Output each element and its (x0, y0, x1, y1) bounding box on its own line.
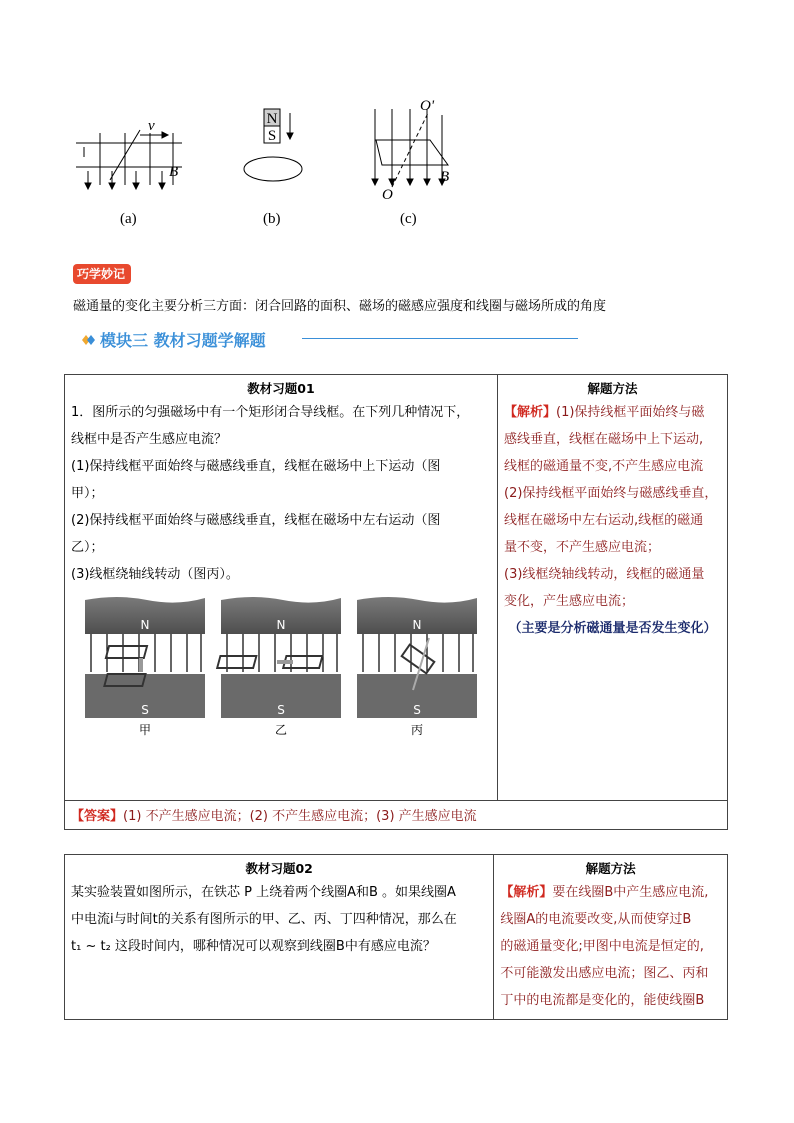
exercise-1-question-cell (65, 375, 498, 801)
photo-north-label: N (140, 618, 150, 632)
exercise-2-method-header: 解题方法 (585, 861, 636, 876)
exercise-2-question-cell (65, 855, 494, 1020)
answer-tag: 【答案】 (71, 809, 124, 824)
analysis-line: 丁中的电流都是变化的，能使线圈B (500, 993, 705, 1008)
analysis-tag: 【解析】 (504, 405, 557, 420)
photo-north-label: N (276, 618, 286, 632)
caption-a: (a) (120, 211, 137, 227)
question-line: 线框中是否产生感应电流？ (71, 432, 228, 447)
tip-badge: 巧学妙记 (73, 264, 131, 284)
question-line: 1．图所示的匀强磁场中有一个矩形闭合导线框。在下列几种情况下， (71, 405, 470, 420)
tip-text: 磁通量的变化主要分析三方面：闭合回路的面积、磁场的磁感应强度和线圈与磁场所成的角度 (73, 299, 607, 314)
exercise-2-table (64, 854, 728, 1020)
velocity-label: v (148, 118, 155, 134)
question-line: t₁ ~ t₂ 这段时间内，哪种情况可以观察到线圈B中有感应电流？ (71, 939, 436, 954)
question-line: (1)保持线框平面始终与磁感线垂直，线框在磁场中上下运动（图 (71, 459, 441, 474)
photo-south-label: S (413, 703, 421, 717)
exercise-1-header: 教材习题01 (247, 381, 315, 396)
exercise-2-method-cell (494, 855, 728, 1020)
analysis-line: 感线垂直，线框在磁场中上下运动, (504, 432, 704, 447)
photo-north-label: N (412, 618, 422, 632)
question-line: 中电流i与时间t的关系有图所示的甲、乙、丙、丁四种情况，那么在 (71, 912, 457, 927)
field-label-c: B (440, 169, 450, 185)
exercise-2-analysis (494, 879, 727, 1014)
exercise-1-table (64, 374, 728, 830)
magnet-photos (77, 594, 497, 744)
caption-b: (b) (263, 211, 281, 227)
exercise-2-header: 教材习题02 (245, 861, 313, 876)
top-figures (70, 95, 470, 235)
exercise-1-answer (65, 801, 727, 828)
analysis-line: 线圈A的电流要改变,从而使穿过B (500, 912, 692, 927)
caption-c: (c) (400, 211, 417, 227)
figure-a (76, 130, 182, 189)
axis-bottom-label: O (382, 187, 393, 203)
field-label-a: B (169, 164, 179, 180)
photo-caption: 乙 (274, 723, 288, 737)
magnet-south: S (267, 128, 277, 144)
exercise-1-method-header: 解题方法 (587, 381, 638, 396)
analysis-line: 要在线圈B中产生感应电流, (552, 885, 709, 900)
exercise-1-analysis (498, 399, 727, 642)
photo-south-label: S (141, 703, 149, 717)
photo-caption: 甲 (138, 723, 152, 737)
magnet-north: N (266, 111, 278, 127)
exercise-1-question (65, 399, 497, 588)
exercise-1-method-cell (498, 375, 728, 801)
photo-bing (357, 597, 477, 718)
axis-top-label: O' (420, 98, 435, 114)
figure-c (362, 109, 448, 187)
module-divider (302, 338, 578, 339)
module-heading (78, 328, 266, 351)
question-line: (2)保持线框平面始终与磁感线垂直，线框在磁场中左右运动（图 (71, 513, 441, 528)
analysis-line: 的磁通量变化;甲图中电流是恒定的, (500, 939, 704, 954)
photo-jia (85, 597, 205, 718)
photo-caption: 丙 (410, 723, 424, 737)
question-line: 乙）； (71, 540, 104, 555)
module-title: 模块三 教材习题学解题 (100, 331, 266, 350)
analysis-line: 线框的磁通量不变,不产生感应电流 (504, 459, 704, 474)
analysis-line: (2)保持线框平面始终与磁感线垂直， (504, 486, 718, 501)
analysis-line: 变化，产生感应电流； (504, 594, 635, 609)
exercise-1-answer-row (65, 801, 728, 830)
analysis-line: 不可能激发出感应电流；图乙、丙和 (500, 966, 709, 981)
analysis-line: 量不变，不产生感应电流； (504, 540, 661, 555)
analysis-note: （主要是分析磁通量是否发生变化） (508, 621, 717, 636)
answer-text: (1) 不产生感应电流；(2) 不产生感应电流；(3) 产生感应电流 (123, 809, 477, 824)
analysis-tag: 【解析】 (500, 885, 553, 900)
question-line: 甲）； (71, 486, 104, 501)
question-line: 某实验装置如图所示，在铁芯 P 上绕着两个线圈A和B 。如果线圈A (71, 885, 456, 900)
photo-yi (217, 597, 341, 718)
exercise-2-question (65, 879, 493, 960)
analysis-line: (3)线框绕轴线转动，线框的磁通量 (504, 567, 705, 582)
photo-south-label: S (277, 703, 285, 717)
double-diamond-icon (78, 333, 96, 347)
question-line: (3)线框绕轴线转动（图丙）。 (71, 567, 239, 582)
analysis-line: (1)保持线框平面始终与磁 (556, 405, 705, 420)
analysis-line: 线框在磁场中左右运动,线框的磁通 (504, 513, 704, 528)
